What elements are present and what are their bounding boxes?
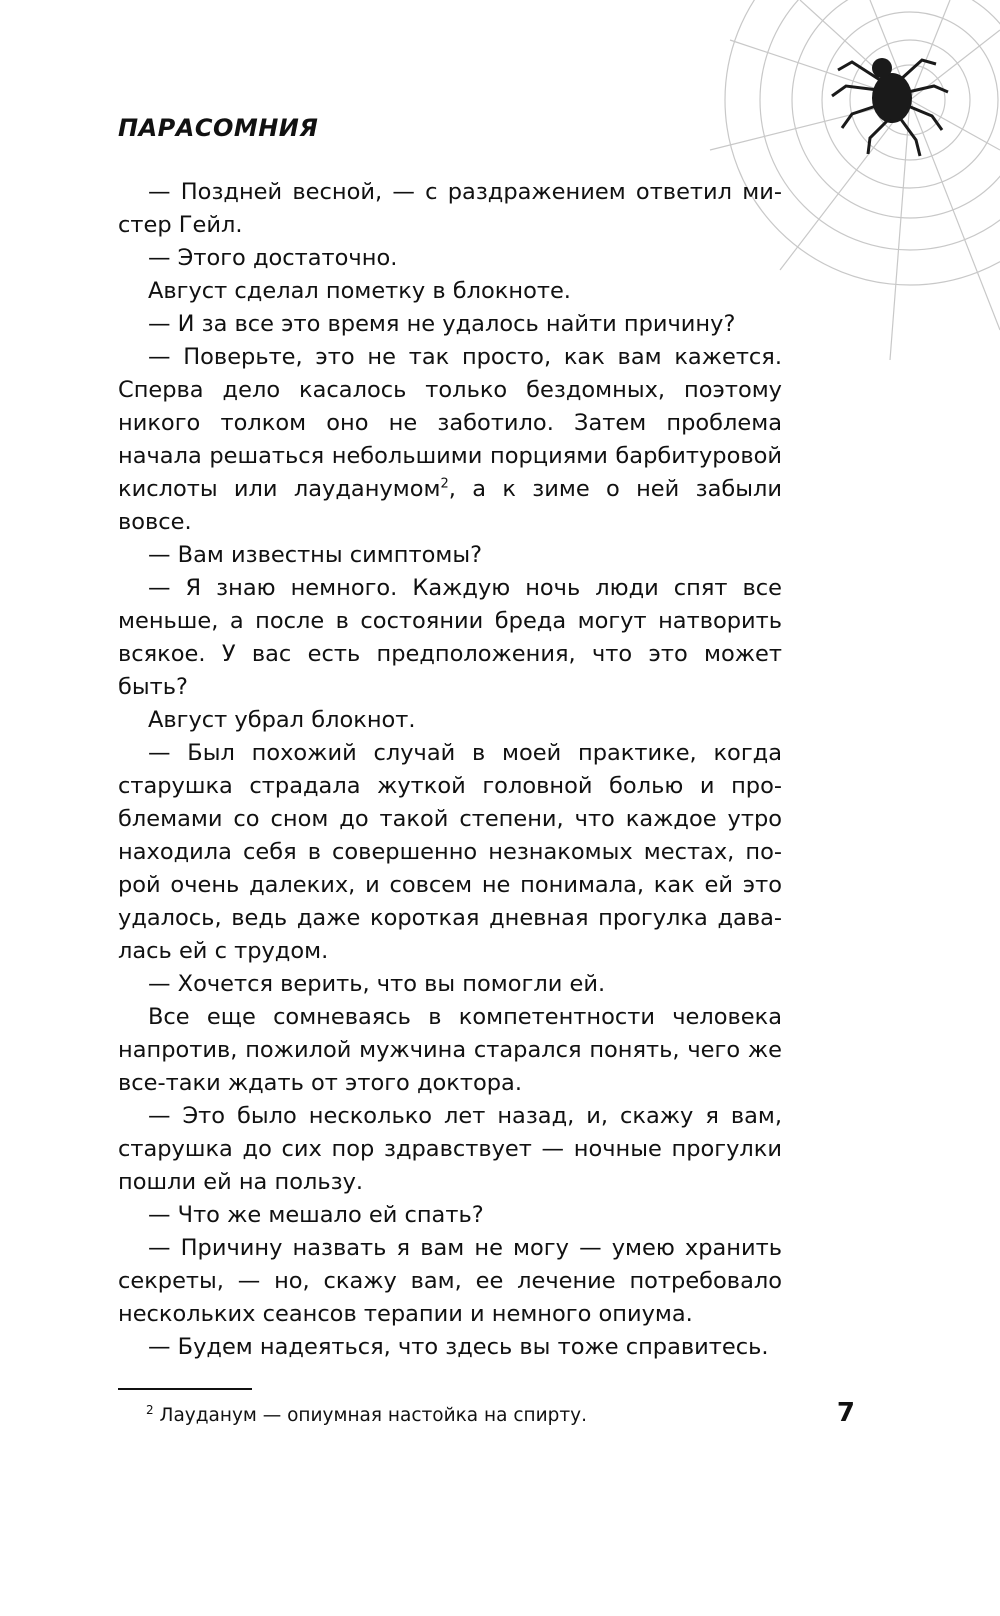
paragraph: — Вам известны симптомы? [148, 542, 483, 568]
paragraph: — Будем надеяться, что здесь вы тоже справитесь. [148, 1334, 769, 1360]
paragraph: — Поздней весной, — с раздражением ответил мистер Гейл. [118, 179, 782, 238]
footnote [146, 1402, 587, 1426]
paragraph: Август сделал пометку в блокноте. [148, 278, 571, 304]
paragraph: — И за все это время не удалось найти причину? [148, 311, 736, 337]
paragraph: Все еще сомневаясь в компетентности человека напротив, пожилой мужчина старался понять, чего же все-таки ждать от этого доктора. [118, 1004, 782, 1096]
footnote-divider [118, 1388, 252, 1390]
footnote-text: Лауданум — опиумная настойка на спирту. [159, 1405, 587, 1426]
paragraph: Август убрал блокнот. [148, 707, 416, 733]
paragraph: — Я знаю немного. Каждую ночь люди спят все меньше, а после в состоянии бреда могут натворить всякое. У вас есть предположения, что это может быть? [118, 575, 782, 700]
body-text [118, 176, 782, 1364]
paragraph-text: — Поверьте, это не так просто, как вам кажется. Сперва дело касалось только бездомных, поэтому никого толком оно не заботило. Затем проблема начала решаться небольшими порциями барбитуровой кислоты или лауданумом [118, 344, 782, 502]
spider-icon [832, 58, 948, 156]
paragraph-text: , а к зиме о ней забыли вовсе. [118, 476, 783, 535]
paragraph: — Этого достаточно. [148, 245, 398, 271]
paragraph: — Причину назвать я вам не могу — умею хранить секреты, — но, скажу вам, ее лечение потребовало нескольких сеансов терапии и немного опиума. [118, 1235, 782, 1327]
footnote-reference[interactable]: 2 [440, 476, 449, 492]
footnote-mark: 2 [146, 1402, 154, 1417]
page-number: 7 [836, 1398, 855, 1428]
paragraph: — Хочется верить, что вы помогли ей. [148, 971, 606, 997]
paragraph: — Что же мешало ей спать? [148, 1202, 484, 1228]
running-title: ПАРАСОМНИЯ [118, 114, 319, 142]
paragraph: — Это было несколько лет назад, и, скажу я вам, старушка до сих пор здравствует — ночные прогулки пошли ей на пользу. [118, 1103, 782, 1195]
paragraph [118, 341, 782, 539]
paragraph: — Был похожий случай в моей практике, когда старушка страдала жуткой головной болью и проблемами со сном до такой степени, что каждое утро находила себя в совершенно незнакомых местах, порой очень далеких, и совсем не понимала, как ей это удалось, ведь даже короткая дневная прогулка давалась ей с трудом. [118, 740, 782, 964]
